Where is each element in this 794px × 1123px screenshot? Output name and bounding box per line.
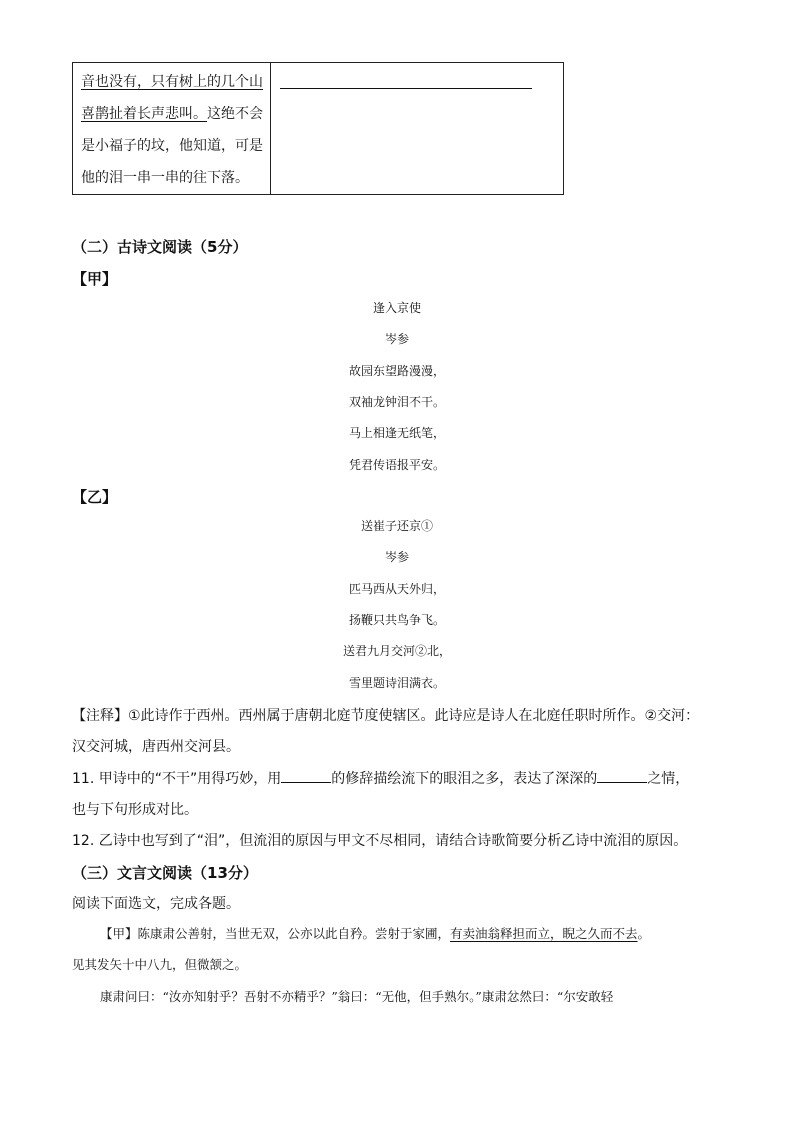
q11-blank-2[interactable] [597, 770, 647, 783]
table-text-line-3: 是小福子的坟，他知道，可是 [81, 138, 263, 154]
poem-jia-title: 逢入京使 [372, 301, 421, 315]
answer-blank-line[interactable] [280, 88, 532, 89]
question-11-line-2: 也与下句形成对比。 [72, 802, 198, 818]
table-divider [270, 63, 271, 194]
section-3-heading: （三）文言文阅读（13分） [72, 864, 258, 882]
answer-table [72, 62, 564, 195]
poem-yi-line-2: 扬鞭只共鸟争飞。 [348, 613, 445, 627]
passage-line-1-a: 【甲】陈康肃公善射，当世无双，公亦以此自矜。尝射于家圃， [100, 926, 451, 941]
underlined-phrase: 喜鹊扯着长声悲叫。 [81, 106, 207, 122]
passage-line-2: 见其发矢十中八九，但微颔之。 [72, 957, 248, 972]
q11-part-2: 的修辞描绘流下的眼泪之多，表达了深深的 [331, 771, 598, 787]
table-text-line-1: 音也没有，只有树上的几个山 [81, 74, 263, 90]
notes-line-1: 【注释】①此诗作于西州。西州属于唐朝北庭节度使辖区。此诗应是诗人在北庭任职时所作。②交河： [72, 708, 700, 724]
poem-jia-line-3: 马上相逢无纸笔， [348, 426, 445, 440]
poem-yi-author: 岑参 [384, 550, 409, 564]
table-text-line-2 [81, 107, 263, 121]
poem-yi-line-1: 匹马西从天外归， [348, 582, 445, 596]
q11-part-1: 11. 甲诗中的“不干”用得巧妙，用 [72, 771, 282, 787]
passage-underlined-phrase: 有卖油翁释担而立，睨之久而不去 [450, 926, 638, 941]
question-12: 12. 乙诗中也写到了“泪”，但流泪的原因与甲文不尽相同，请结合诗歌简要分析乙诗中流泪的原因。 [72, 833, 688, 849]
poem-jia-author: 岑参 [384, 332, 409, 346]
q11-blank-1[interactable] [281, 770, 331, 783]
poem-jia-line-1: 故园东望路漫漫， [348, 364, 445, 378]
poem-yi-title: 送崔子还京① [360, 519, 433, 533]
passage-line-1 [100, 924, 650, 942]
notes-line-2: 汉交河城，唐西州交河县。 [72, 739, 240, 755]
question-11 [72, 768, 689, 788]
plain-phrase: 这绝不会 [207, 106, 263, 122]
poem-yi-line-3: 送君九月交河②北， [342, 644, 451, 658]
poem-jia-line-2: 双袖龙钟泪不干。 [348, 395, 445, 409]
passage-line-1-b: 。 [637, 926, 651, 941]
passage-line-3: 康肃问曰：“汝亦知射乎？吾射不亦精乎？”翁曰：“无他，但手熟尔。”康肃忿然曰：“尔安敢轻 [100, 989, 614, 1004]
yi-label: 【乙】 [72, 488, 118, 506]
poem-jia-line-4: 凭君传语报平安。 [348, 458, 445, 472]
q11-part-3: 之情， [647, 771, 690, 787]
table-text-line-4: 他的泪一串一串的往下落。 [81, 170, 249, 186]
jia-label: 【甲】 [72, 270, 118, 288]
section-2-heading: （二）古诗文阅读（5分） [72, 238, 248, 256]
section-3-instruction: 阅读下面选文，完成各题。 [72, 896, 240, 912]
poem-yi-line-4: 雪里题诗泪满衣。 [348, 676, 445, 690]
